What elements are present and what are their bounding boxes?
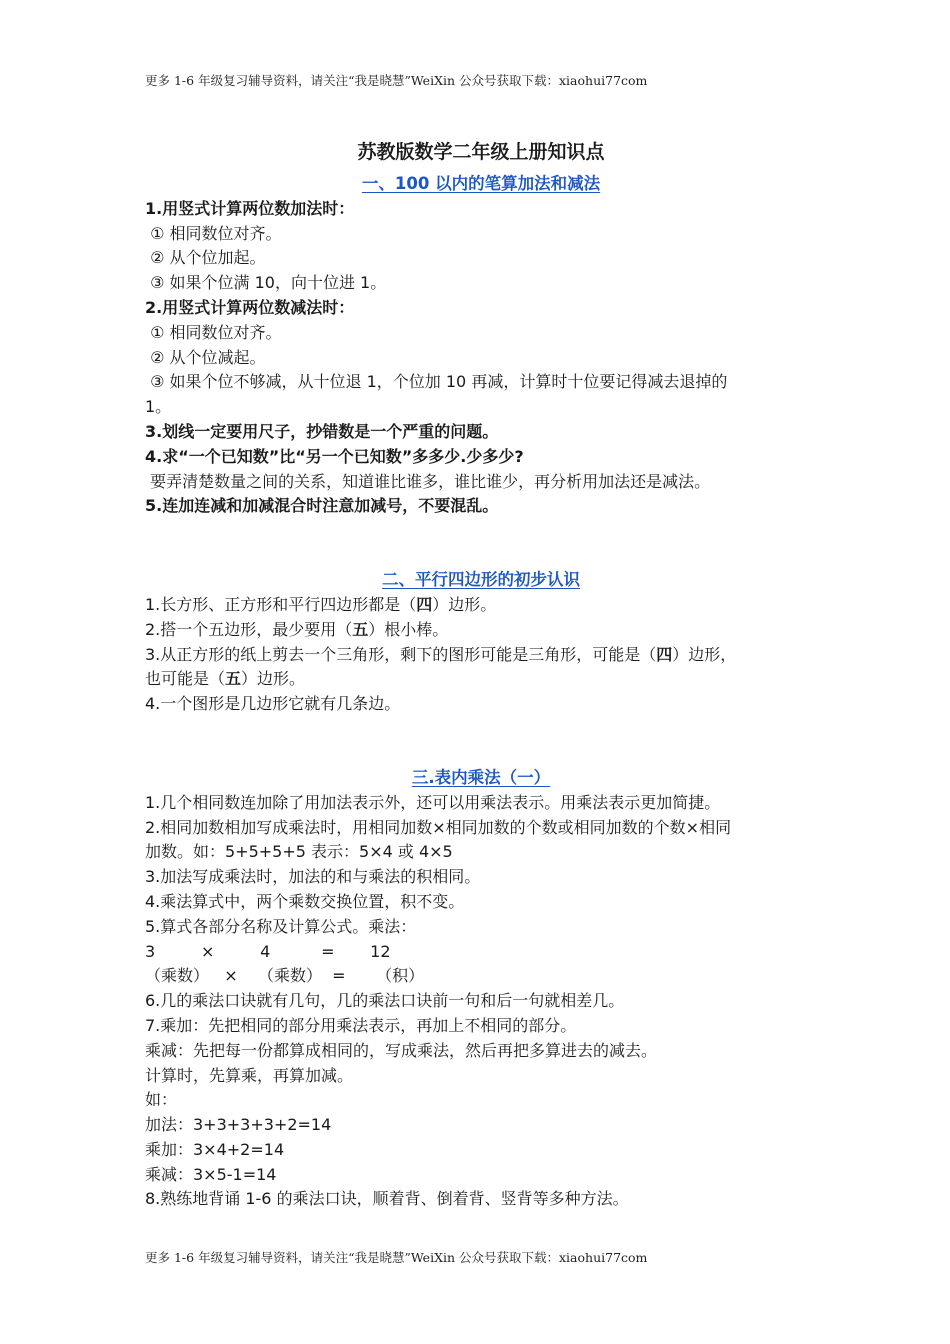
s1-line-10: 3.划线一定要用尺子，抄错数是一个严重的问题。 [145,421,499,441]
s3-line-12: 计算时，先算乘，再算加减。 [145,1065,354,1085]
s3-line-16: 乘减：3×5-1=14 [145,1164,277,1184]
s3-line-4: 3.加法写成乘法时，加法的和与乘法的积相同。 [145,867,481,887]
s3-line-17: 8.熟练地背诵 1-6 的乘法口诀，顺着背、倒着背、竖背等多种方法。 [145,1189,629,1209]
s1-line-8: ③ 如果个位不够减，从十位退 1，个位加 10 再减，计算时十位要记得减去退掉的 [145,372,728,392]
s1-line-4: ③ 如果个位满 10，向十位进 1。 [145,273,387,293]
s3-line-11: 乘减：先把每一份都算成相同的，写成乘法，然后再把多算进去的减去。 [145,1040,658,1060]
s3-line-2: 2.相同加数相加写成乘法时，用相同加数×相同加数的个数或相同加数的个数×相同 [145,817,732,837]
s1-line-3: ② 从个位加起。 [145,248,266,268]
s2-line-5: 4.一个图形是几边形它就有几条边。 [145,694,401,714]
s1-line-5: 2.用竖式计算两位数减法时： [145,297,355,317]
s1-line-12: 要弄清楚数量之间的关系，知道谁比谁多，谁比谁少，再分析用加法还是减法。 [145,471,711,491]
section1-title-text: 一、100 以内的笔算加法和减法 [361,174,601,193]
s3-line-10: 7.乘加：先把相同的部分用乘法表示，再加上不相同的部分。 [145,1015,577,1035]
section2-title [145,568,817,593]
s3-line-7: 3 × 4 = 12 [145,941,391,961]
s2-line-2: 2.搭一个五边形，最少要用（五）根小棒。 [145,619,449,639]
s3-line-8: （乘数） × （乘数） = （积） [145,966,425,986]
section-gap [145,519,817,568]
section2-title-text: 二、平行四边形的初步认识 [382,570,580,590]
s3-line-6: 5.算式各部分名称及计算公式。乘法： [145,916,417,936]
s2-line-3: 3.从正方形的纸上剪去一个三角形，剩下的图形可能是三角形，可能是（四）边形， [145,644,737,664]
s3-line-14: 加法：3+3+3+3+2=14 [145,1115,332,1135]
s1-line-2: ① 相同数位对齐。 [145,223,282,243]
document-body [145,138,817,1212]
s1-line-6: ① 相同数位对齐。 [145,322,282,342]
s1-line-11: 4.求“一个已知数”比“另一个已知数”多多少.少多少? [145,446,524,466]
section3-title [145,766,817,791]
section-gap [145,717,817,766]
s3-line-9: 6.几的乘法口诀就有几句，几的乘法口诀前一句和后一句就相差几。 [145,991,625,1011]
page-header: 更多 1-6 年级复习辅导资料，请关注“我是晓慧”WeiXin 公众号获取下载：xiaohui77com [145,73,648,88]
s3-line-13: 如： [145,1090,178,1110]
s3-line-3: 加数。如：5+5+5+5 表示：5×4 或 4×5 [145,842,453,862]
s2-line-4: 也可能是（五）边形。 [145,669,306,689]
s3-line-1: 1.几个相同数连加除了用加法表示外，还可以用乘法表示。用乘法表示更加简捷。 [145,792,721,812]
s1-line-13: 5.连加连减和加减混合时注意加减号，不要混乱。 [145,496,499,516]
s1-line-7: ② 从个位减起。 [145,347,266,367]
document-title: 苏教版数学二年级上册知识点 [357,141,605,163]
section3-title-text: 三.表内乘法（一） [411,767,551,787]
section1-title [145,172,817,197]
s3-line-15: 乘加：3×4+2=14 [145,1139,285,1159]
s3-line-5: 4.乘法算式中，两个乘数交换位置，积不变。 [145,891,465,911]
s2-line-1: 1.长方形、正方形和平行四边形都是（四）边形。 [145,594,497,614]
s1-line-9: 1。 [145,397,172,417]
s1-line-1: 1.用竖式计算两位数加法时： [145,198,355,218]
page-footer: 更多 1-6 年级复习辅导资料，请关注“我是晓慧”WeiXin 公众号获取下载：xiaohui77com [145,1250,648,1265]
